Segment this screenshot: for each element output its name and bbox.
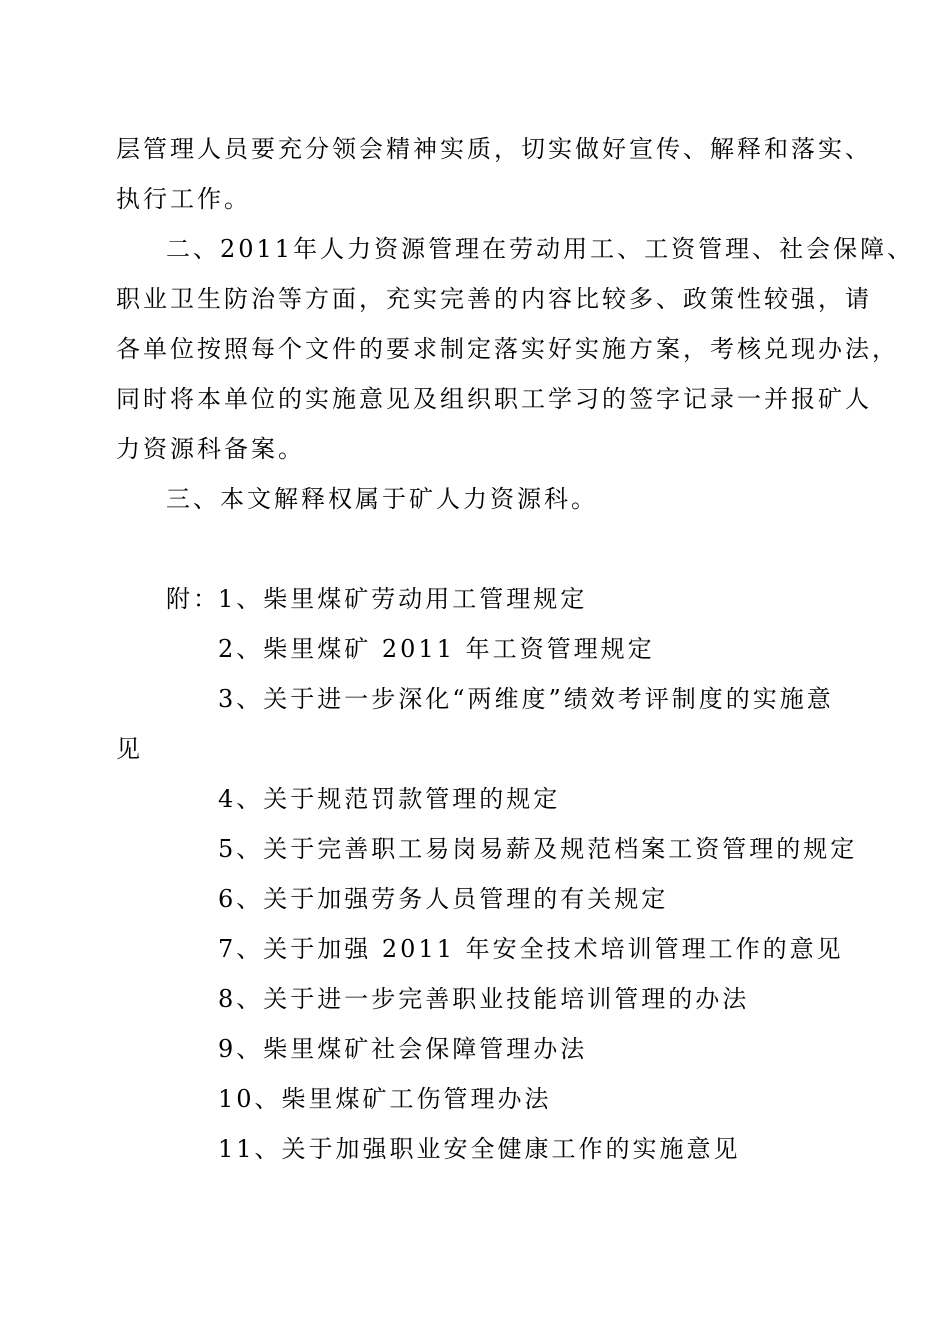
attachment-item-6: 6、关于加强劳务人员管理的有关规定	[218, 885, 669, 913]
attachment-item-1: 1、柴里煤矿劳动用工管理规定	[218, 585, 588, 613]
attachment-item-3-continuation: 见	[116, 735, 143, 763]
paragraph-2-line-4: 同时将本单位的实施意见及组织职工学习的签字记录一并报矿人	[116, 385, 872, 413]
attachment-item-2: 2、柴里煤矿 2011 年工资管理规定	[218, 635, 655, 663]
paragraph-2-line-3: 各单位按照每个文件的要求制定落实好实施方案，考核兑现办法，	[116, 335, 899, 363]
paragraph-2-line-1: 二、2011年人力资源管理在劳动用工、工资管理、社会保障、	[166, 235, 915, 263]
paragraph-2-line-2: 职业卫生防治等方面，充实完善的内容比较多、政策性较强，请	[116, 285, 872, 313]
attachment-item-4: 4、关于规范罚款管理的规定	[218, 785, 561, 813]
paragraph-3-line-1: 三、本文解释权属于矿人力资源科。	[166, 485, 598, 513]
attachment-item-10: 10、柴里煤矿工伤管理办法	[218, 1085, 552, 1113]
attachments-heading: 附：	[166, 585, 220, 613]
attachment-item-9: 9、柴里煤矿社会保障管理办法	[218, 1035, 588, 1063]
attachment-item-5: 5、关于完善职工易岗易薪及规范档案工资管理的规定	[218, 835, 858, 863]
attachment-item-8: 8、关于进一步完善职业技能培训管理的办法	[218, 985, 750, 1013]
attachment-item-11: 11、关于加强职业安全健康工作的实施意见	[218, 1135, 741, 1163]
paragraph-2-line-5: 力资源科备案。	[116, 435, 305, 463]
attachment-item-7: 7、关于加强 2011 年安全技术培训管理工作的意见	[218, 935, 844, 963]
paragraph-1-line-2: 执行工作。	[116, 185, 251, 213]
paragraph-1-line-1: 层管理人员要充分领会精神实质，切实做好宣传、解释和落实、	[116, 135, 872, 163]
attachment-item-3: 3、关于进一步深化“两维度”绩效考评制度的实施意	[218, 685, 834, 713]
